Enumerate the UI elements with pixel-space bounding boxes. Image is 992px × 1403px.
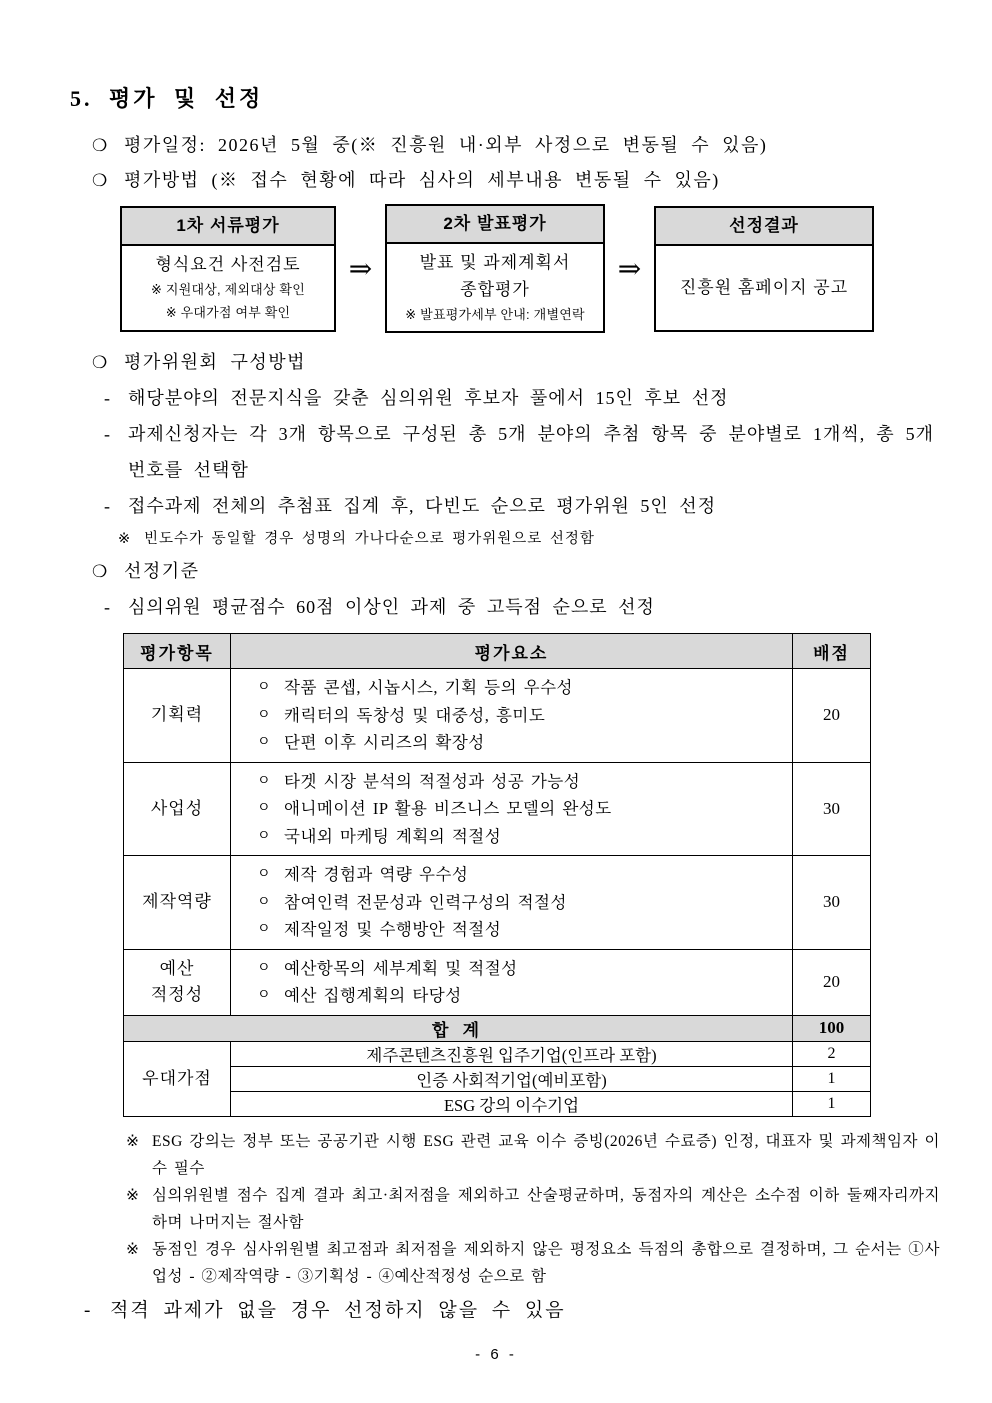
total-score: 100 [793, 1015, 871, 1041]
element-text: 국내외 마케팅 계획의 적절성 [284, 826, 502, 846]
score-cell: 20 [793, 669, 871, 763]
committee-heading: 평가위원회 구성방법 [124, 352, 306, 372]
category-cell [124, 762, 231, 856]
committee-item [104, 488, 934, 524]
element-text: 제작일정 및 수행방안 적절성 [284, 920, 502, 939]
selection-item-text: 심의위원 평균점수 60점 이상인 과제 중 고득점 순으로 선정 [128, 597, 655, 617]
bonus-category-cell: 우대가점 [124, 1041, 231, 1116]
circle-bullet-icon: ❍ [92, 171, 109, 190]
flow-box-presentation-eval [385, 204, 605, 333]
category-cell [124, 669, 231, 763]
item-bullet-icon: ㅇ [257, 922, 272, 937]
section-title: 5. 평가 및 선정 [70, 86, 264, 111]
bullet-schedule [92, 128, 934, 163]
item-bullet-icon: ㅇ [257, 960, 272, 976]
element-text: 타겟 시장 분석의 적절성과 성공 가능성 [284, 771, 581, 791]
bonus-label: ESG 강의 이수기업 [231, 1091, 793, 1116]
schedule-text: 평가일정: 2026년 5월 중(※ 진흥원 내·외부 사정으로 변동될 수 있음) [124, 135, 768, 155]
item-bullet-icon: ㅇ [257, 988, 272, 1003]
selection-heading: 선정기준 [124, 561, 200, 581]
bullet-selection [92, 554, 934, 589]
col-header-elements: 평가요소 [231, 634, 793, 669]
flow-box-header: 1차 서류평가 [122, 208, 334, 246]
flow-box-line: 발표 및 과제계획서 [419, 253, 571, 272]
element-text: 예산항목의 세부계획 및 적절성 [284, 958, 518, 978]
reference-mark-icon: ※ [126, 1132, 140, 1150]
flow-box-body [122, 246, 334, 330]
bonus-score: 1 [793, 1091, 871, 1116]
item-bullet-icon: ㅇ [257, 707, 272, 723]
element-item [257, 889, 788, 917]
flow-box-line: 형식요건 사전검토 [155, 255, 301, 274]
element-item [257, 795, 788, 823]
committee-note-text: 빈도수가 동일할 경우 성명의 가나다순으로 평가위원으로 선정함 [144, 531, 595, 547]
element-item [257, 916, 788, 944]
element-item [257, 982, 788, 1010]
flow-box-note: ※ 지원대상, 제외대상 확인 [151, 282, 305, 297]
table-row [124, 762, 871, 856]
process-flow-diagram [120, 204, 934, 333]
footnote-text: 동점인 경우 심사위원별 최고점과 최저점을 제외하지 않은 평정요소 득점의 총합으로 결정하며, 그 순서는 ①사업성 - ②제작역량 - ③기획성 - ④예산적정성 순으로 함 [152, 1240, 940, 1285]
dash-bullet-icon: - [84, 1299, 93, 1321]
flow-box-header: 2차 발표평가 [387, 206, 603, 244]
dash-bullet-icon: - [104, 496, 111, 516]
element-text: 예산 집행계획의 타당성 [284, 986, 462, 1005]
footnote-text: 심의위원별 점수 집계 결과 최고·최저점을 제외하고 산술평균하며, 동점자의 계산은 소수점 이하 둘째자리까지 하며 나머지는 절사함 [152, 1186, 940, 1231]
footnote [126, 1128, 940, 1182]
col-header-category: 평가항목 [124, 634, 231, 669]
closing-text: 적격 과제가 없을 경우 선정하지 않을 수 있음 [110, 1299, 566, 1321]
col-header-points: 배점 [793, 634, 871, 669]
category-text: 제작역량 [142, 892, 212, 912]
item-bullet-icon: ㅇ [257, 773, 272, 789]
footnotes [126, 1128, 940, 1290]
item-bullet-icon: ㅇ [257, 680, 272, 695]
flow-box-line: 진흥원 홈페이지 공고 [679, 278, 849, 297]
method-text: 평가방법 (※ 접수 현황에 따라 심사의 세부내용 변동될 수 있음) [124, 170, 720, 190]
reference-mark-icon: ※ [126, 1240, 140, 1258]
bonus-score: 1 [793, 1066, 871, 1091]
category-cell [124, 949, 231, 1015]
element-text: 단편 이후 시리즈의 확장성 [284, 733, 485, 752]
dash-bullet-icon: - [104, 424, 111, 444]
table-bonus-row [124, 1091, 871, 1116]
reference-mark-icon: ※ [118, 531, 132, 547]
flow-box-document-review [120, 206, 336, 332]
elements-cell [231, 856, 793, 950]
committee-item [104, 380, 934, 416]
closing-statement [84, 1294, 934, 1328]
element-text: 캐릭터의 독창성 및 대중성, 흥미도 [284, 705, 546, 725]
dash-bullet-icon: - [104, 388, 111, 408]
element-item [257, 702, 788, 730]
reference-mark-icon: ※ [126, 1186, 140, 1204]
committee-item-text: 과제신청자는 각 3개 항목으로 구성된 총 5개 분야의 추첨 항목 중 분야별로 1개씩, 총 5개 번호를 선택함 [128, 424, 934, 480]
evaluation-criteria-table [123, 633, 871, 1117]
item-bullet-icon: ㅇ [257, 867, 272, 882]
bullet-method [92, 163, 934, 198]
footnote-text: ESG 강의는 정부 또는 공공기관 시행 ESG 관련 교육 이수 증빙(2026년 수료증) 인정, 대표자 및 과제책임자 이수 필수 [152, 1132, 940, 1177]
element-text: 애니메이션 IP 활용 비즈니스 모델의 완성도 [284, 799, 612, 818]
bullet-committee [92, 345, 934, 380]
bonus-label: 인증 사회적기업(예비포함) [231, 1066, 793, 1091]
item-bullet-icon: ㅇ [257, 801, 272, 816]
committee-item-text: 해당분야의 전문지식을 갖춘 심의위원 후보자 풀에서 15인 후보 선정 [128, 388, 729, 408]
flow-box-header: 선정결과 [656, 208, 872, 246]
footnote [126, 1236, 940, 1290]
elements-cell [231, 669, 793, 763]
element-text: 참여인력 전문성과 인력구성의 적절성 [284, 892, 567, 912]
item-bullet-icon: ㅇ [257, 828, 272, 844]
category-text: 적정성 [150, 985, 204, 1004]
elements-cell [231, 949, 793, 1015]
score-cell: 30 [793, 856, 871, 950]
table-bonus-row [124, 1041, 871, 1066]
page-number: - 6 - [475, 1346, 517, 1363]
element-item [257, 823, 788, 851]
flow-box-note: ※ 발표평가세부 안내: 개별연락 [405, 307, 585, 322]
score-cell: 30 [793, 762, 871, 856]
flow-box-line: 종합평가 [460, 280, 530, 299]
element-text: 제작 경험과 역량 우수성 [284, 865, 469, 884]
bonus-score: 2 [793, 1041, 871, 1066]
item-bullet-icon: ㅇ [257, 894, 272, 910]
committee-item-text: 접수과제 전체의 추첨표 집계 후, 다빈도 순으로 평가위원 5인 선정 [128, 496, 717, 516]
element-item [257, 768, 788, 796]
dash-bullet-icon: - [104, 597, 111, 617]
score-cell: 20 [793, 949, 871, 1015]
committee-note [118, 524, 934, 554]
element-item [257, 674, 788, 702]
circle-bullet-icon: ❍ [92, 353, 109, 372]
bonus-label: 제주콘텐츠진흥원 입주기업(인프라 포함) [231, 1041, 793, 1066]
right-arrow-icon: ⇒ [617, 253, 642, 285]
committee-item [104, 416, 934, 488]
selection-item [104, 589, 934, 625]
circle-bullet-icon: ❍ [92, 562, 109, 581]
flow-box-note: ※ 우대가점 여부 확인 [165, 305, 291, 320]
right-arrow-icon: ⇒ [348, 253, 373, 285]
flow-box-body [656, 246, 872, 330]
item-bullet-icon: ㅇ [257, 735, 272, 750]
element-item [257, 861, 788, 889]
table-row [124, 669, 871, 763]
flow-box-result [654, 206, 874, 332]
elements-cell [231, 762, 793, 856]
table-header-row [124, 634, 871, 669]
table-row [124, 949, 871, 1015]
table-total-row [124, 1015, 871, 1041]
category-text: 기획력 [150, 705, 204, 725]
table-row [124, 856, 871, 950]
category-text: 사업성 [150, 798, 204, 818]
footnote [126, 1182, 940, 1236]
element-item [257, 729, 788, 757]
circle-bullet-icon: ❍ [92, 136, 109, 155]
element-text: 작품 콘셉, 시놉시스, 기획 등의 우수성 [284, 678, 573, 697]
table-bonus-row [124, 1066, 871, 1091]
total-label: 합 계 [124, 1015, 793, 1041]
category-text: 예산 [159, 959, 195, 978]
element-item [257, 955, 788, 983]
flow-box-body [387, 244, 603, 331]
category-cell [124, 856, 231, 950]
